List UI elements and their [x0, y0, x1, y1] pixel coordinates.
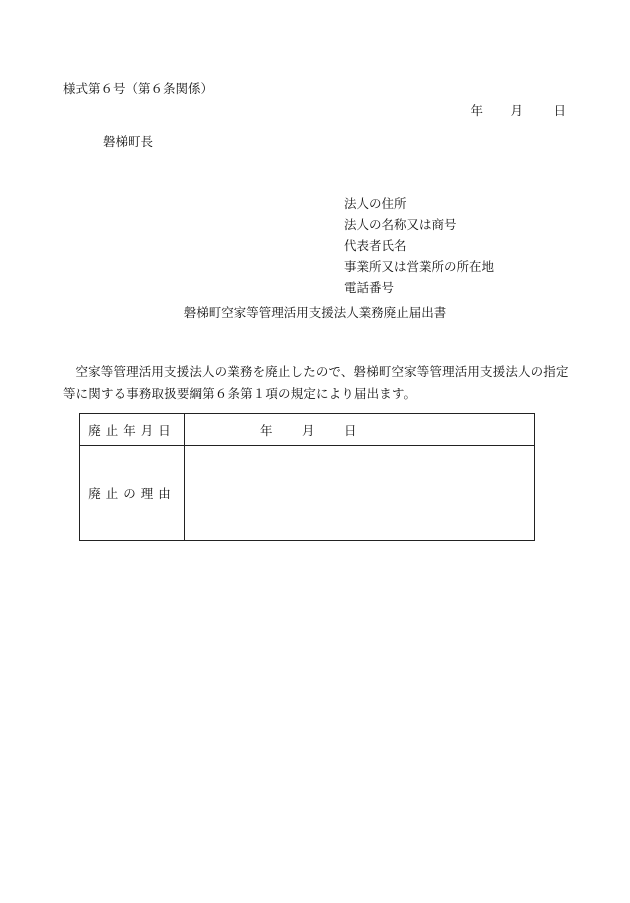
body-paragraph: 空家等管理活用支援法人の業務を廃止したので、磐梯町空家等管理活用支援法人の指定等に関する事務取扱要綱第６条第１項の規定により届出ます。 [63, 364, 569, 401]
abolition-reason-label: 廃止の理由 [80, 446, 185, 541]
representative-name-label: 代表者氏名 [344, 238, 407, 253]
date-month: 月 [510, 103, 523, 118]
abolition-form-table [79, 413, 535, 541]
phone-number-label: 電話番号 [344, 280, 395, 295]
applicant-block [344, 193, 494, 298]
abolition-date-label: 廃止年月日 [80, 414, 185, 446]
abolition-date-field[interactable] [185, 414, 535, 446]
abolition-date-month: 月 [302, 422, 315, 438]
applicant-address-label: 法人の住所 [344, 196, 407, 211]
abolition-date-day: 日 [344, 422, 357, 438]
abolition-date-year: 年 [260, 422, 273, 438]
form-number: 様式第６号（第６条関係） [63, 81, 214, 96]
abolition-reason-row [80, 446, 535, 541]
abolition-date-row [80, 414, 535, 446]
document-title: 磐梯町空家等管理活用支援法人業務廃止届出書 [183, 305, 447, 320]
office-location-label: 事業所又は営業所の所在地 [344, 259, 495, 274]
submission-date [470, 103, 566, 119]
date-year: 年 [470, 103, 483, 118]
body-text [63, 361, 573, 405]
date-day: 日 [553, 103, 566, 118]
applicant-name-label: 法人の名称又は商号 [344, 217, 457, 232]
addressee: 磐梯町長 [103, 134, 154, 149]
abolition-reason-field[interactable] [185, 446, 535, 541]
